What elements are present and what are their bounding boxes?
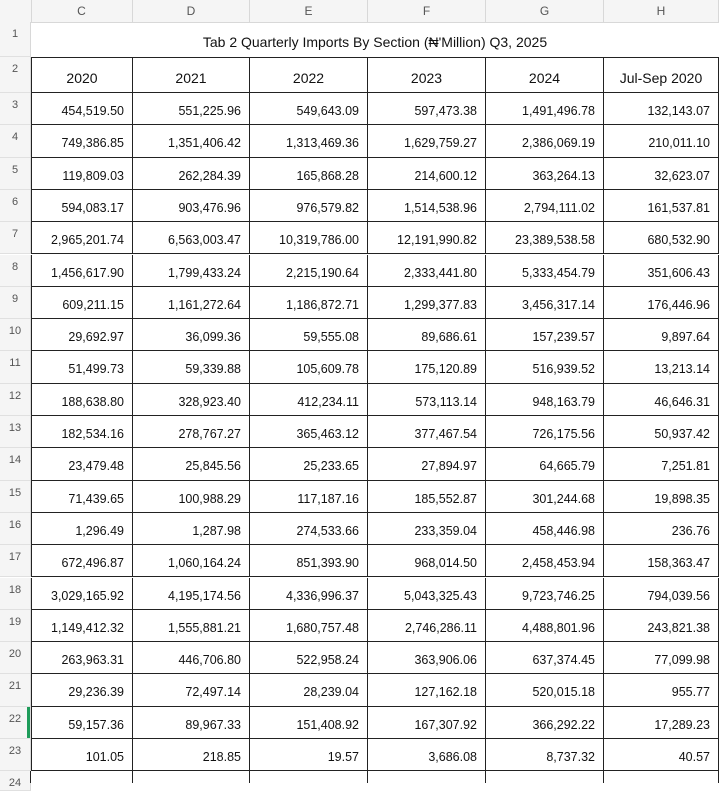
data-cell[interactable]: 1,186,872.71 bbox=[250, 287, 368, 319]
row-number: 2 bbox=[11, 63, 19, 75]
data-cell[interactable]: 1,296.49 bbox=[31, 513, 133, 545]
column-header-e[interactable]: E bbox=[250, 0, 368, 22]
data-cell[interactable]: 25,233.65 bbox=[250, 448, 368, 480]
column-header-h[interactable]: H bbox=[604, 0, 719, 22]
row-number: 24 bbox=[8, 777, 22, 790]
row-header-4[interactable] bbox=[0, 125, 31, 157]
data-cell[interactable]: 1,161,272.64 bbox=[133, 287, 250, 319]
data-cell[interactable]: 794,039.56 bbox=[604, 578, 719, 610]
row-header-12[interactable] bbox=[0, 384, 31, 416]
header-cell-c[interactable]: 2020 bbox=[31, 57, 133, 93]
data-cell[interactable]: 4,488,801.96 bbox=[486, 610, 604, 642]
data-cell[interactable]: 726,175.56 bbox=[486, 416, 604, 448]
data-cell[interactable]: 218.85 bbox=[133, 739, 250, 771]
data-cell[interactable]: 100,988.29 bbox=[133, 481, 250, 513]
header-cell-f[interactable]: 2023 bbox=[368, 57, 486, 93]
sheet-title[interactable]: Tab 2 Quarterly Imports By Section (₦'Million) Q3, 2025 bbox=[202, 34, 548, 50]
row-number: 3 bbox=[11, 99, 19, 111]
row-number: 13 bbox=[8, 422, 22, 434]
data-cell[interactable]: 672,496.87 bbox=[31, 545, 133, 577]
row-header-11[interactable] bbox=[0, 351, 31, 383]
header-cell-d[interactable]: 2021 bbox=[133, 57, 250, 93]
data-cell[interactable]: 23,479.48 bbox=[31, 448, 133, 480]
data-cell[interactable]: 158,363.47 bbox=[604, 545, 719, 577]
data-cell[interactable]: 597,473.38 bbox=[368, 93, 486, 125]
data-cell[interactable]: 2,386,069.19 bbox=[486, 125, 604, 157]
row-header-1[interactable] bbox=[0, 22, 31, 57]
data-cell[interactable]: 1,514,538.96 bbox=[368, 190, 486, 222]
data-cell[interactable]: 458,446.98 bbox=[486, 513, 604, 545]
row-header-18[interactable] bbox=[0, 578, 31, 610]
data-cell[interactable]: 165,868.28 bbox=[250, 158, 368, 190]
column-header-f[interactable]: F bbox=[368, 0, 486, 22]
column-header-bar bbox=[0, 0, 719, 23]
data-cell[interactable]: 637,374.45 bbox=[486, 642, 604, 674]
data-cell[interactable]: 9,897.64 bbox=[604, 319, 719, 351]
data-cell[interactable]: 167,307.92 bbox=[368, 707, 486, 739]
row-number: 17 bbox=[8, 551, 22, 564]
data-cell[interactable]: 1,351,406.42 bbox=[133, 125, 250, 157]
data-cell[interactable]: 2,333,441.80 bbox=[368, 255, 486, 287]
data-cell[interactable]: 1,799,433.24 bbox=[133, 255, 250, 287]
data-cell[interactable]: 328,923.40 bbox=[133, 384, 250, 416]
data-cell[interactable]: 77,099.98 bbox=[604, 642, 719, 674]
row-header-13[interactable] bbox=[0, 416, 31, 448]
row-number: 11 bbox=[9, 357, 21, 370]
data-cell[interactable]: 29,692.97 bbox=[31, 319, 133, 351]
data-cell[interactable]: 3,686.08 bbox=[368, 739, 486, 771]
data-cell[interactable]: 1,555,881.21 bbox=[133, 610, 250, 642]
row-header-16[interactable] bbox=[0, 513, 31, 545]
data-cell[interactable]: 151,408.92 bbox=[250, 707, 368, 739]
data-cell[interactable]: 46,646.31 bbox=[604, 384, 719, 416]
data-cell[interactable]: 1,287.98 bbox=[133, 513, 250, 545]
data-cell[interactable]: 59,339.88 bbox=[133, 351, 250, 383]
data-cell[interactable]: 522,958.24 bbox=[250, 642, 368, 674]
column-header-c[interactable]: C bbox=[31, 0, 133, 22]
data-cell[interactable]: 1,456,617.90 bbox=[31, 255, 133, 287]
data-cell[interactable]: 28,239.04 bbox=[250, 674, 368, 706]
data-cell[interactable]: 1,060,164.24 bbox=[133, 545, 250, 577]
row-header-19[interactable] bbox=[0, 610, 31, 642]
row-header-24[interactable] bbox=[0, 771, 31, 791]
row-header-15[interactable] bbox=[0, 481, 31, 513]
data-cell[interactable]: 59,157.36 bbox=[31, 707, 133, 739]
data-cell[interactable]: 2,794,111.02 bbox=[486, 190, 604, 222]
data-cell[interactable]: 119,809.03 bbox=[31, 158, 133, 190]
data-cell[interactable]: 175,120.89 bbox=[368, 351, 486, 383]
row-number: 8 bbox=[11, 260, 19, 273]
data-cell[interactable]: 117,187.16 bbox=[250, 481, 368, 513]
row-header-20[interactable] bbox=[0, 642, 31, 674]
row-header-6[interactable] bbox=[0, 190, 31, 222]
data-cell[interactable]: 5,333,454.79 bbox=[486, 255, 604, 287]
data-cell[interactable]: 1,629,759.27 bbox=[368, 125, 486, 157]
data-cell[interactable]: 157,239.57 bbox=[486, 319, 604, 351]
data-cell[interactable]: 278,767.27 bbox=[133, 416, 250, 448]
data-cell[interactable]: 262,284.39 bbox=[133, 158, 250, 190]
row-number: 22 bbox=[8, 712, 22, 725]
partial-row-border bbox=[132, 771, 133, 783]
row-header-22[interactable] bbox=[0, 707, 31, 739]
data-cell[interactable]: 2,965,201.74 bbox=[31, 222, 133, 254]
select-all-corner[interactable] bbox=[0, 0, 32, 22]
data-cell[interactable]: 29,236.39 bbox=[31, 674, 133, 706]
row-number: 6 bbox=[11, 195, 19, 208]
row-header-2[interactable] bbox=[0, 57, 31, 93]
data-cell[interactable]: 40.57 bbox=[604, 739, 719, 771]
data-cell[interactable]: 1,680,757.48 bbox=[250, 610, 368, 642]
row-number: 5 bbox=[11, 163, 19, 176]
partial-row-border bbox=[367, 771, 368, 783]
row-number: 20 bbox=[8, 648, 22, 661]
data-cell[interactable]: 6,563,003.47 bbox=[133, 222, 250, 254]
row-header-23[interactable] bbox=[0, 739, 31, 771]
data-cell[interactable]: 105,609.78 bbox=[250, 351, 368, 383]
data-cell[interactable]: 4,195,174.56 bbox=[133, 578, 250, 610]
data-cell[interactable]: 188,638.80 bbox=[31, 384, 133, 416]
partial-row-border bbox=[603, 771, 604, 783]
row-header-21[interactable] bbox=[0, 674, 31, 706]
partial-row-border bbox=[249, 771, 250, 783]
data-cell[interactable]: 520,015.18 bbox=[486, 674, 604, 706]
data-cell[interactable]: 7,251.81 bbox=[604, 448, 719, 480]
data-cell[interactable]: 25,845.56 bbox=[133, 448, 250, 480]
data-cell[interactable]: 161,537.81 bbox=[604, 190, 719, 222]
row-number: 19 bbox=[8, 615, 22, 628]
data-cell[interactable]: 17,289.23 bbox=[604, 707, 719, 739]
partial-row-border bbox=[485, 771, 486, 783]
data-cell[interactable]: 8,737.32 bbox=[486, 739, 604, 771]
data-cell[interactable]: 976,579.82 bbox=[250, 190, 368, 222]
row-header-5[interactable] bbox=[0, 158, 31, 190]
data-cell[interactable]: 551,225.96 bbox=[133, 93, 250, 125]
data-cell[interactable]: 351,606.43 bbox=[604, 255, 719, 287]
data-cell[interactable]: 89,967.33 bbox=[133, 707, 250, 739]
data-cell[interactable]: 301,244.68 bbox=[486, 481, 604, 513]
data-cell[interactable]: 594,083.17 bbox=[31, 190, 133, 222]
data-cell[interactable]: 968,014.50 bbox=[368, 545, 486, 577]
data-cell[interactable]: 1,313,469.36 bbox=[250, 125, 368, 157]
data-cell[interactable]: 446,706.80 bbox=[133, 642, 250, 674]
data-cell[interactable]: 19,898.35 bbox=[604, 481, 719, 513]
data-cell[interactable]: 1,149,412.32 bbox=[31, 610, 133, 642]
row-number: 12 bbox=[8, 389, 22, 402]
row-number: 16 bbox=[8, 518, 22, 531]
data-cell[interactable]: 236.76 bbox=[604, 513, 719, 545]
data-cell[interactable]: 1,299,377.83 bbox=[368, 287, 486, 319]
data-cell[interactable]: 210,011.10 bbox=[604, 125, 719, 157]
data-cell[interactable]: 50,937.42 bbox=[604, 416, 719, 448]
row-number: 9 bbox=[11, 292, 19, 305]
data-cell[interactable]: 454,519.50 bbox=[31, 93, 133, 125]
row-number: 1 bbox=[11, 28, 19, 40]
data-cell[interactable]: 3,029,165.92 bbox=[31, 578, 133, 610]
row-number: 23 bbox=[8, 745, 22, 757]
data-cell[interactable]: 101.05 bbox=[31, 739, 133, 771]
header-cell-e[interactable]: 2022 bbox=[250, 57, 368, 93]
data-cell[interactable]: 412,234.11 bbox=[250, 384, 368, 416]
data-cell[interactable]: 233,359.04 bbox=[368, 513, 486, 545]
data-cell[interactable]: 366,292.22 bbox=[486, 707, 604, 739]
row-number: 15 bbox=[8, 486, 22, 499]
data-cell[interactable]: 955.77 bbox=[604, 674, 719, 706]
data-cell[interactable]: 9,723,746.25 bbox=[486, 578, 604, 610]
data-cell[interactable]: 3,456,317.14 bbox=[486, 287, 604, 319]
data-cell[interactable]: 516,939.52 bbox=[486, 351, 604, 383]
data-cell[interactable]: 749,386.85 bbox=[31, 125, 133, 157]
data-cell[interactable]: 132,143.07 bbox=[604, 93, 719, 125]
data-cell[interactable]: 19.57 bbox=[250, 739, 368, 771]
data-cell[interactable]: 32,623.07 bbox=[604, 158, 719, 190]
row-number: 18 bbox=[8, 583, 22, 596]
data-cell[interactable]: 2,458,453.94 bbox=[486, 545, 604, 577]
data-cell[interactable]: 176,446.96 bbox=[604, 287, 719, 319]
data-cell[interactable]: 274,533.66 bbox=[250, 513, 368, 545]
row-number: 4 bbox=[11, 131, 19, 144]
data-cell[interactable]: 182,534.16 bbox=[31, 416, 133, 448]
data-cell[interactable]: 23,389,538.58 bbox=[486, 222, 604, 254]
data-cell[interactable]: 609,211.15 bbox=[31, 287, 133, 319]
row-header-8[interactable] bbox=[0, 255, 31, 287]
data-cell[interactable]: 1,491,496.78 bbox=[486, 93, 604, 125]
data-cell[interactable]: 363,906.06 bbox=[368, 642, 486, 674]
data-cell[interactable]: 51,499.73 bbox=[31, 351, 133, 383]
column-header-g[interactable]: G bbox=[486, 0, 604, 22]
data-cell[interactable]: 4,336,996.37 bbox=[250, 578, 368, 610]
data-cell[interactable]: 243,821.38 bbox=[604, 610, 719, 642]
data-cell[interactable]: 36,099.36 bbox=[133, 319, 250, 351]
data-cell[interactable]: 185,552.87 bbox=[368, 481, 486, 513]
header-cell-h[interactable]: Jul-Sep 2020 bbox=[604, 57, 719, 93]
data-cell[interactable]: 948,163.79 bbox=[486, 384, 604, 416]
data-cell[interactable]: 10,319,786.00 bbox=[250, 222, 368, 254]
data-cell[interactable]: 549,643.09 bbox=[250, 93, 368, 125]
data-cell[interactable]: 12,191,990.82 bbox=[368, 222, 486, 254]
row-number: 7 bbox=[11, 228, 19, 241]
header-cell-g[interactable]: 2024 bbox=[486, 57, 604, 93]
row-number: 14 bbox=[8, 454, 22, 467]
data-cell[interactable]: 5,043,325.43 bbox=[368, 578, 486, 610]
data-cell[interactable]: 13,213.14 bbox=[604, 351, 719, 383]
data-cell[interactable]: 365,463.12 bbox=[250, 416, 368, 448]
data-cell[interactable]: 89,686.61 bbox=[368, 319, 486, 351]
data-cell[interactable]: 27,894.97 bbox=[368, 448, 486, 480]
data-cell[interactable]: 573,113.14 bbox=[368, 384, 486, 416]
data-cell[interactable]: 214,600.12 bbox=[368, 158, 486, 190]
data-cell[interactable]: 903,476.96 bbox=[133, 190, 250, 222]
data-cell[interactable]: 64,665.79 bbox=[486, 448, 604, 480]
partial-row-border bbox=[30, 771, 31, 783]
data-cell[interactable]: 71,439.65 bbox=[31, 481, 133, 513]
row-number: 21 bbox=[8, 680, 22, 693]
row-number: 10 bbox=[8, 325, 22, 338]
data-cell[interactable]: 59,555.08 bbox=[250, 319, 368, 351]
data-cell[interactable]: 263,963.31 bbox=[31, 642, 133, 674]
data-cell[interactable]: 2,746,286.11 bbox=[368, 610, 486, 642]
row-header-3[interactable] bbox=[0, 93, 31, 125]
data-cell[interactable]: 363,264.13 bbox=[486, 158, 604, 190]
row-header-9[interactable] bbox=[0, 287, 31, 319]
data-cell[interactable]: 680,532.90 bbox=[604, 222, 719, 254]
data-cell[interactable]: 851,393.90 bbox=[250, 545, 368, 577]
row-header-7[interactable] bbox=[0, 222, 31, 254]
data-cell[interactable]: 377,467.54 bbox=[368, 416, 486, 448]
row-header-17[interactable] bbox=[0, 545, 31, 577]
row-header-14[interactable] bbox=[0, 448, 31, 480]
data-cell[interactable]: 2,215,190.64 bbox=[250, 255, 368, 287]
row-header-10[interactable] bbox=[0, 319, 31, 351]
data-cell[interactable]: 127,162.18 bbox=[368, 674, 486, 706]
data-cell[interactable]: 72,497.14 bbox=[133, 674, 250, 706]
column-header-d[interactable]: D bbox=[133, 0, 250, 22]
